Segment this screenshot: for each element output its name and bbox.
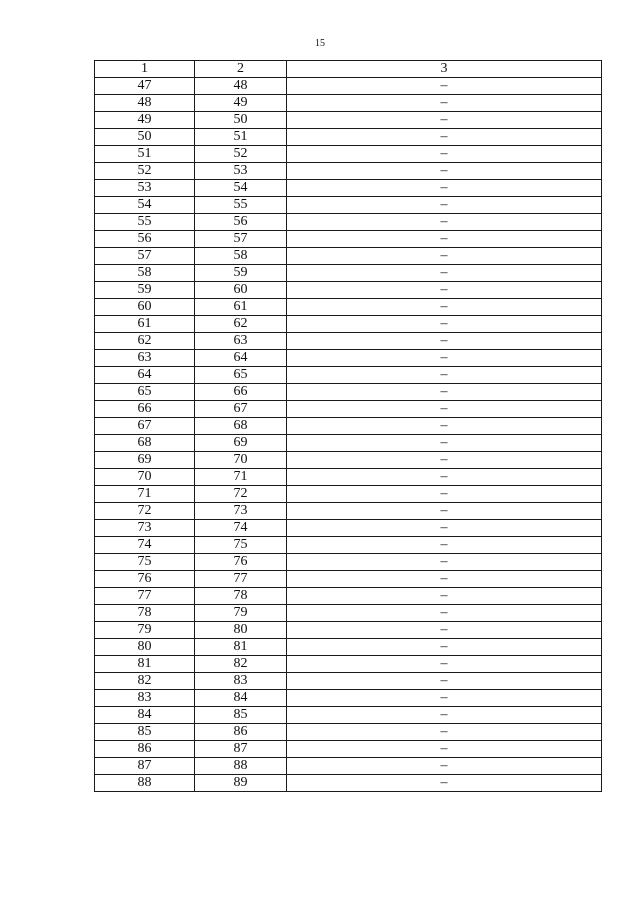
table-cell-col-2: 56 (195, 214, 287, 231)
table-cell-col-2: 66 (195, 384, 287, 401)
table-cell-col-3: – (287, 112, 602, 129)
table-cell-col-1: 67 (95, 418, 195, 435)
table-cell-col-2: 54 (195, 180, 287, 197)
table-cell-col-3: – (287, 435, 602, 452)
table-cell-col-1: 59 (95, 282, 195, 299)
table-cell-col-1: 66 (95, 401, 195, 418)
table-row (95, 282, 602, 299)
table-cell-col-2: 69 (195, 435, 287, 452)
table-cell-col-3: – (287, 622, 602, 639)
table-cell-col-1: 78 (95, 605, 195, 622)
table-cell-col-2: 55 (195, 197, 287, 214)
table-row (95, 333, 602, 350)
table-cell-col-1: 57 (95, 248, 195, 265)
table-cell-col-3: – (287, 180, 602, 197)
table-cell-col-1: 80 (95, 639, 195, 656)
table-cell-col-3: – (287, 248, 602, 265)
table-cell-col-2: 84 (195, 690, 287, 707)
table-cell-col-3: – (287, 673, 602, 690)
table-cell-col-2: 79 (195, 605, 287, 622)
table-row (95, 299, 602, 316)
table-row (95, 673, 602, 690)
table-cell-col-3: – (287, 707, 602, 724)
table-cell-col-2: 57 (195, 231, 287, 248)
table-row (95, 197, 602, 214)
table-cell-col-3: – (287, 401, 602, 418)
table-cell-col-2: 58 (195, 248, 287, 265)
table-cell-col-3: – (287, 163, 602, 180)
table-cell-col-2: 74 (195, 520, 287, 537)
table-cell-col-1: 47 (95, 78, 195, 95)
table-cell-col-2: 64 (195, 350, 287, 367)
table-cell-col-3: – (287, 367, 602, 384)
table-cell-col-3: – (287, 469, 602, 486)
table-cell-col-2: 77 (195, 571, 287, 588)
table-row (95, 435, 602, 452)
table-cell-col-3: – (287, 503, 602, 520)
table-cell-col-2: 49 (195, 95, 287, 112)
table-cell-col-2: 81 (195, 639, 287, 656)
table-cell-col-3: – (287, 724, 602, 741)
table-cell-col-1: 82 (95, 673, 195, 690)
data-table (94, 60, 602, 792)
table-cell-col-1: 83 (95, 690, 195, 707)
table-cell-col-2: 61 (195, 299, 287, 316)
table-cell-col-2: 51 (195, 129, 287, 146)
table-cell-col-3: – (287, 605, 602, 622)
table-cell-col-2: 73 (195, 503, 287, 520)
table-cell-col-2: 76 (195, 554, 287, 571)
table-cell-col-2: 87 (195, 741, 287, 758)
table-header (95, 61, 602, 78)
table-row (95, 554, 602, 571)
table-row (95, 707, 602, 724)
table-cell-col-3: – (287, 350, 602, 367)
table-row (95, 78, 602, 95)
table-cell-col-1: 48 (95, 95, 195, 112)
table-cell-col-2: 71 (195, 469, 287, 486)
table-cell-col-1: 60 (95, 299, 195, 316)
table-cell-col-3: – (287, 486, 602, 503)
table-cell-col-2: 63 (195, 333, 287, 350)
table-row (95, 452, 602, 469)
table-cell-col-1: 77 (95, 588, 195, 605)
table-cell-col-1: 75 (95, 554, 195, 571)
table-row (95, 605, 602, 622)
table-cell-col-2: 75 (195, 537, 287, 554)
table-row (95, 265, 602, 282)
table-row (95, 384, 602, 401)
table-cell-col-3: – (287, 452, 602, 469)
column-header-1: 1 (95, 61, 195, 78)
table-row (95, 724, 602, 741)
table-cell-col-1: 50 (95, 129, 195, 146)
table-row (95, 231, 602, 248)
table-cell-col-3: – (287, 571, 602, 588)
table-row (95, 316, 602, 333)
table-cell-col-2: 60 (195, 282, 287, 299)
table-row (95, 588, 602, 605)
table-cell-col-3: – (287, 197, 602, 214)
table-cell-col-1: 76 (95, 571, 195, 588)
table-cell-col-3: – (287, 333, 602, 350)
column-header-3: 3 (287, 61, 602, 78)
table-cell-col-1: 73 (95, 520, 195, 537)
table-cell-col-2: 85 (195, 707, 287, 724)
table-cell-col-1: 81 (95, 656, 195, 673)
table-cell-col-1: 54 (95, 197, 195, 214)
table-cell-col-2: 68 (195, 418, 287, 435)
table-cell-col-3: – (287, 265, 602, 282)
table-cell-col-3: – (287, 741, 602, 758)
table-cell-col-3: – (287, 588, 602, 605)
table-row (95, 214, 602, 231)
table-row (95, 622, 602, 639)
table-cell-col-1: 53 (95, 180, 195, 197)
table-row (95, 95, 602, 112)
table-row (95, 350, 602, 367)
table-cell-col-3: – (287, 78, 602, 95)
table-cell-col-3: – (287, 146, 602, 163)
table-cell-col-1: 56 (95, 231, 195, 248)
table-row (95, 146, 602, 163)
table-cell-col-2: 67 (195, 401, 287, 418)
table-cell-col-3: – (287, 418, 602, 435)
table-cell-col-3: – (287, 554, 602, 571)
table-cell-col-1: 68 (95, 435, 195, 452)
table-cell-col-2: 50 (195, 112, 287, 129)
table-row (95, 418, 602, 435)
table-body (95, 78, 602, 792)
table-cell-col-3: – (287, 690, 602, 707)
table-row (95, 690, 602, 707)
table-row (95, 520, 602, 537)
table-row (95, 469, 602, 486)
page-number: 15 (315, 38, 325, 49)
table-cell-col-2: 72 (195, 486, 287, 503)
table-cell-col-2: 65 (195, 367, 287, 384)
table-row (95, 775, 602, 792)
table-row (95, 180, 602, 197)
table-cell-col-2: 59 (195, 265, 287, 282)
table-cell-col-3: – (287, 758, 602, 775)
table-cell-col-1: 85 (95, 724, 195, 741)
table-cell-col-2: 52 (195, 146, 287, 163)
table-row (95, 163, 602, 180)
table-cell-col-1: 72 (95, 503, 195, 520)
table-row (95, 112, 602, 129)
table-row (95, 401, 602, 418)
table-cell-col-1: 58 (95, 265, 195, 282)
table-row (95, 503, 602, 520)
table-row (95, 537, 602, 554)
table-row (95, 248, 602, 265)
table-cell-col-2: 62 (195, 316, 287, 333)
table-cell-col-1: 84 (95, 707, 195, 724)
table-cell-col-3: – (287, 95, 602, 112)
table-cell-col-2: 78 (195, 588, 287, 605)
table-cell-col-1: 88 (95, 775, 195, 792)
table-row (95, 741, 602, 758)
table-cell-col-1: 49 (95, 112, 195, 129)
table-cell-col-1: 61 (95, 316, 195, 333)
table-cell-col-2: 86 (195, 724, 287, 741)
table-row (95, 758, 602, 775)
table-row (95, 639, 602, 656)
table-cell-col-3: – (287, 299, 602, 316)
table-cell-col-1: 69 (95, 452, 195, 469)
table-cell-col-1: 52 (95, 163, 195, 180)
table-cell-col-3: – (287, 231, 602, 248)
table-cell-col-1: 55 (95, 214, 195, 231)
table-cell-col-3: – (287, 129, 602, 146)
table-cell-col-1: 74 (95, 537, 195, 554)
table-cell-col-2: 70 (195, 452, 287, 469)
table-cell-col-1: 71 (95, 486, 195, 503)
table-cell-col-3: – (287, 214, 602, 231)
header-row (95, 61, 602, 78)
table-row (95, 571, 602, 588)
table-row (95, 129, 602, 146)
table-row (95, 486, 602, 503)
table-cell-col-2: 53 (195, 163, 287, 180)
table-cell-col-3: – (287, 282, 602, 299)
table-cell-col-1: 86 (95, 741, 195, 758)
column-header-2: 2 (195, 61, 287, 78)
table-cell-col-1: 65 (95, 384, 195, 401)
table-cell-col-1: 62 (95, 333, 195, 350)
table-cell-col-1: 87 (95, 758, 195, 775)
table-row (95, 656, 602, 673)
table-cell-col-2: 88 (195, 758, 287, 775)
table-cell-col-3: – (287, 775, 602, 792)
table-cell-col-3: – (287, 537, 602, 554)
table-cell-col-2: 89 (195, 775, 287, 792)
table-cell-col-1: 70 (95, 469, 195, 486)
table-cell-col-1: 51 (95, 146, 195, 163)
table-cell-col-1: 79 (95, 622, 195, 639)
table-cell-col-3: – (287, 656, 602, 673)
table-cell-col-3: – (287, 520, 602, 537)
table-cell-col-3: – (287, 316, 602, 333)
table-cell-col-2: 80 (195, 622, 287, 639)
table-cell-col-2: 48 (195, 78, 287, 95)
table-row (95, 367, 602, 384)
table-cell-col-1: 63 (95, 350, 195, 367)
table-cell-col-3: – (287, 384, 602, 401)
table-cell-col-2: 82 (195, 656, 287, 673)
table-cell-col-2: 83 (195, 673, 287, 690)
table-cell-col-1: 64 (95, 367, 195, 384)
table-cell-col-3: – (287, 639, 602, 656)
